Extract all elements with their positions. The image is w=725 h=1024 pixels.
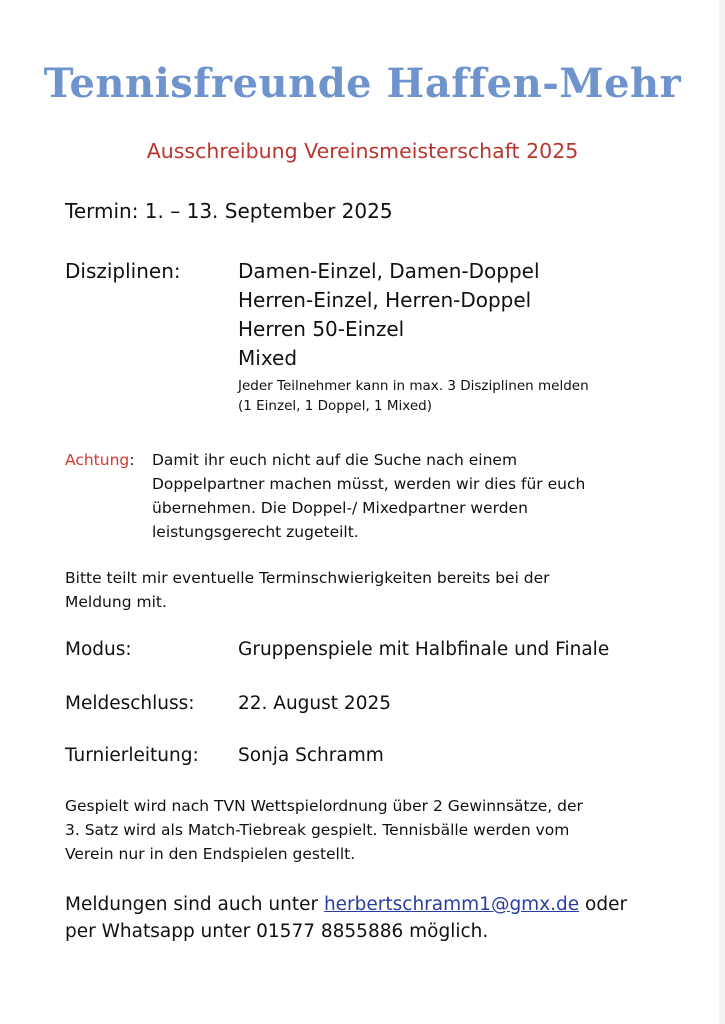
achtung-line: übernehmen. Die Doppel-/ Mixedpartner werden [152, 499, 528, 517]
disziplinen-list [238, 257, 540, 373]
achtung-colon: : [129, 451, 135, 469]
meldungen-text [65, 891, 627, 945]
page-title: Tennisfreunde Haffen-Mehr [43, 60, 682, 107]
regeln-line: 3. Satz wird als Match-Tiebreak gespielt. Tennisbälle werden vom [65, 821, 570, 839]
disziplinen-label: Disziplinen: [65, 259, 181, 283]
regeln-text [65, 794, 583, 866]
disziplin-item: Herren 50-Einzel [238, 317, 405, 341]
achtung-label: Achtung [65, 451, 130, 469]
meldungen-line [65, 891, 627, 918]
achtung-label-wrap [65, 448, 134, 472]
termin-line: Termin: 1. – 13. September 2025 [65, 199, 393, 223]
disziplin-item: Damen-Einzel, Damen-Doppel [238, 259, 540, 283]
modus-label: Modus: [65, 639, 132, 660]
meldeschluss-value: 22. August 2025 [238, 693, 392, 714]
turnierleitung-label: Turnierleitung: [65, 745, 199, 766]
meldungen-line: per Whatsapp unter 01577 8855886 möglich. [65, 921, 489, 942]
achtung-line: leistungsgerecht zugeteilt. [152, 523, 359, 541]
regeln-line: Gespielt wird nach TVN Wettspielordnung über 2 Gewinnsätze, der [65, 797, 583, 815]
modus-value: Gruppenspiele mit Halbfinale und Finale [238, 639, 610, 660]
meldungen-prefix: Meldungen sind auch unter [65, 894, 324, 915]
achtung-line: Doppelpartner machen müsst, werden wir dies für euch [152, 475, 586, 493]
achtung-text [152, 448, 585, 544]
disziplin-item: Herren-Einzel, Herren-Doppel [238, 288, 532, 312]
disziplinen-note [238, 376, 589, 416]
turnierleitung-value: Sonja Schramm [238, 745, 384, 766]
email-link[interactable]: herbertschramm1@gmx.de [323, 894, 580, 915]
achtung-line: Damit ihr euch nicht auf die Suche nach einem [152, 451, 518, 469]
meldeschluss-label: Meldeschluss: [65, 693, 195, 714]
note-line: Jeder Teilnehmer kann in max. 3 Disziplinen melden [238, 378, 589, 394]
meldungen-suffix: oder [579, 894, 628, 915]
termin-hinweis [65, 566, 550, 614]
hinweis-line: Meldung mit. [65, 593, 167, 611]
hinweis-line: Bitte teilt mir eventuelle Terminschwierigkeiten bereits bei der [65, 569, 550, 587]
note-line: (1 Einzel, 1 Doppel, 1 Mixed) [238, 398, 433, 414]
disziplin-item: Mixed [238, 346, 298, 370]
regeln-line: Verein nur in den Endspielen gestellt. [65, 845, 356, 863]
page-subtitle: Ausschreibung Vereinsmeisterschaft 2025 [146, 139, 579, 163]
